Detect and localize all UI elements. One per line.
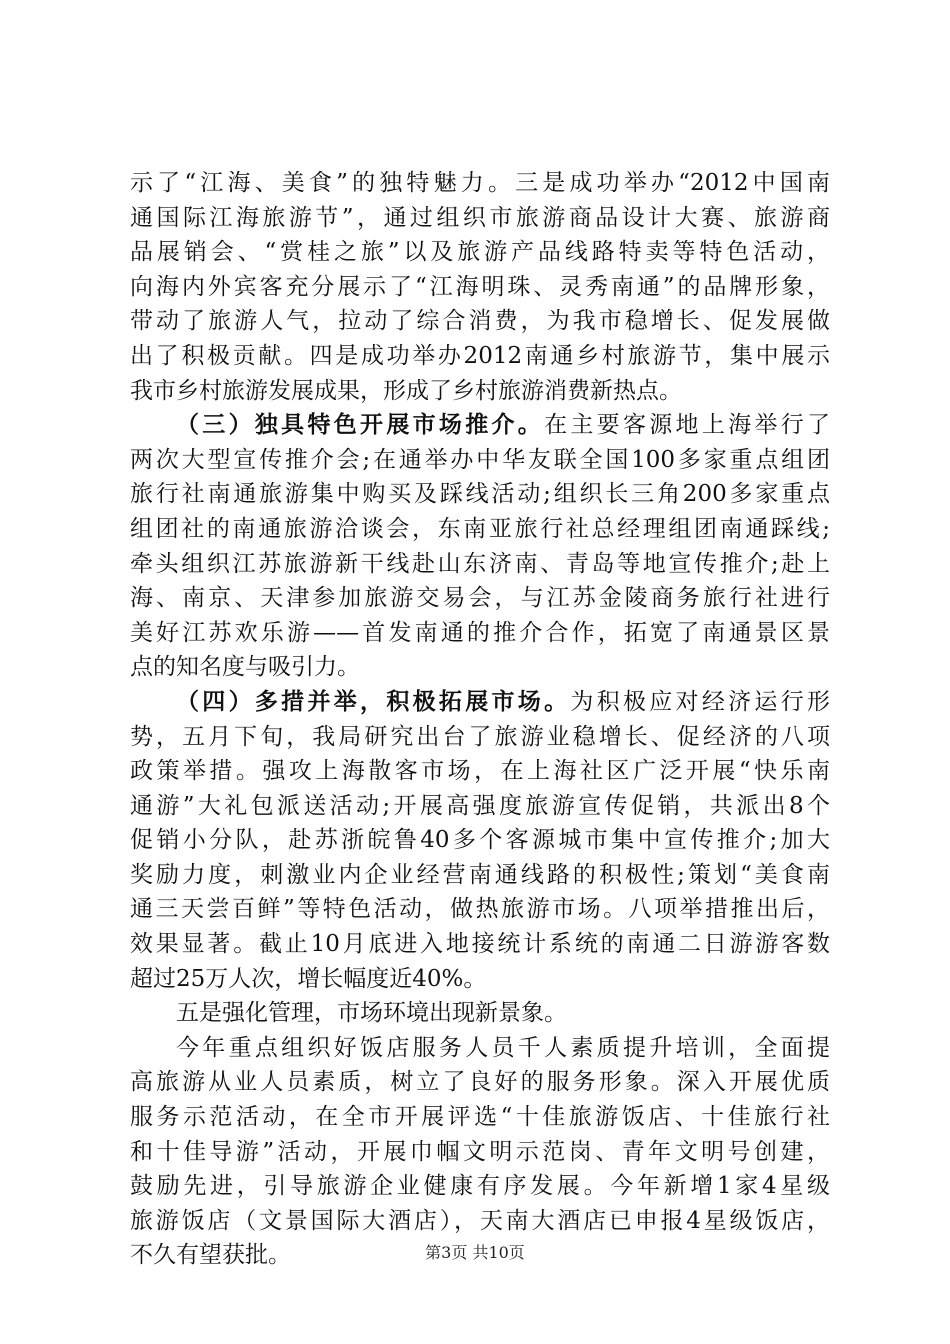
text-line: 高旅游从业人员素质，树立了良好的服务形象。深入开展优质 (130, 1069, 830, 1096)
text-line: 今年重点组织好饭店服务人员千人素质提升培训，全面提 (176, 1034, 830, 1061)
text-line: 不久有望获批。 (130, 1242, 291, 1269)
section-heading-line (130, 408, 830, 443)
text-line: 鼓励先进，引导旅游企业健康有序发展。今年新增1家4星级 (130, 1173, 830, 1200)
text-line: 和十佳导游”活动，开展巾帼文明示范岗、青年文明号创建， (130, 1138, 830, 1165)
page-number-footer: 第3页 共10页 (425, 1243, 525, 1262)
text-line: 海、南京、天津参加旅游交易会，与江苏金陵商务旅行社进行 (130, 585, 830, 612)
section-heading-line (130, 685, 830, 720)
text-line: 美好江苏欢乐游——首发南通的推介合作，拓宽了南通景区景 (130, 619, 830, 646)
text-line: 效果显著。截止10月底进入地接统计系统的南通二日游游客数 (130, 931, 830, 958)
text-line: 带动了旅游人气，拉动了综合消费，为我市稳增长、促发展做 (130, 308, 830, 335)
text-line: 政策举措。强攻上海散客市场，在上海社区广泛开展“快乐南 (130, 758, 830, 785)
text-line: 势，五月下旬，我局研究出台了旅游业稳增长、促经济的八项 (130, 723, 830, 750)
text-line: 示了“江海、美食”的独特魅力。三是成功举办“2012中国南 (130, 170, 830, 196)
text-run: 在主要客源地上海举行了 (544, 412, 830, 439)
section-heading-3: （三）独具特色开展市场推介。 (176, 411, 545, 439)
text-line: 两次大型宣传推介会;在通举办中华友联全国100多家重点组团 (130, 446, 830, 473)
text-line: 我市乡村旅游发展成果，形成了乡村旅游消费新热点。 (130, 377, 682, 404)
text-line: 通三天尝百鲜”等特色活动，做热旅游市场。八项举措推出后， (130, 896, 830, 923)
text-line: 通游”大礼包派送活动;开展高强度旅游宣传促销，共派出8个 (130, 792, 830, 819)
text-line: 组团社的南通旅游洽谈会，东南亚旅行社总经理组团南通踩线; (130, 515, 830, 542)
text-line: 品展销会、“赏桂之旅”以及旅游产品线路特卖等特色活动， (130, 239, 830, 266)
text-line: 出了积极贡献。四是成功举办2012南通乡村旅游节，集中展示 (130, 342, 830, 369)
text-line: 旅游饭店（文景国际大酒店），天南大酒店已申报4星级饭店， (130, 1207, 830, 1234)
text-line: 牵头组织江苏旅游新干线赴山东济南、青岛等地宣传推介;赴上 (130, 550, 830, 577)
text-line: 通国际江海旅游节”，通过组织市旅游商品设计大赛、旅游商 (130, 204, 830, 231)
text-line: 服务示范活动，在全市开展评选“十佳旅游饭店、十佳旅行社 (130, 1104, 830, 1131)
text-line: 旅行社南通旅游集中购买及踩线活动;组织长三角200多家重点 (130, 481, 830, 508)
text-line: 奖励力度，刺激业内企业经营南通线路的积极性;策划“美食南 (130, 861, 830, 888)
section-heading-5: 五是强化管理，市场环境出现新景象。 (176, 1000, 567, 1027)
text-line: 促销小分队，赴苏浙皖鲁40多个客源城市集中宣传推介;加大 (130, 827, 830, 854)
text-line: 向海内外宾客充分展示了“江海明珠、灵秀南通”的品牌形象， (130, 273, 830, 300)
text-line: 点的知名度与吸引力。 (130, 654, 360, 681)
section-heading-4: （四）多措并举，积极拓展市场。 (176, 687, 571, 715)
text-line: 超过25万人次，增长幅度近40%。 (130, 965, 487, 992)
text-run: 为积极应对经济运行形 (570, 688, 830, 715)
document-body (130, 166, 830, 1273)
